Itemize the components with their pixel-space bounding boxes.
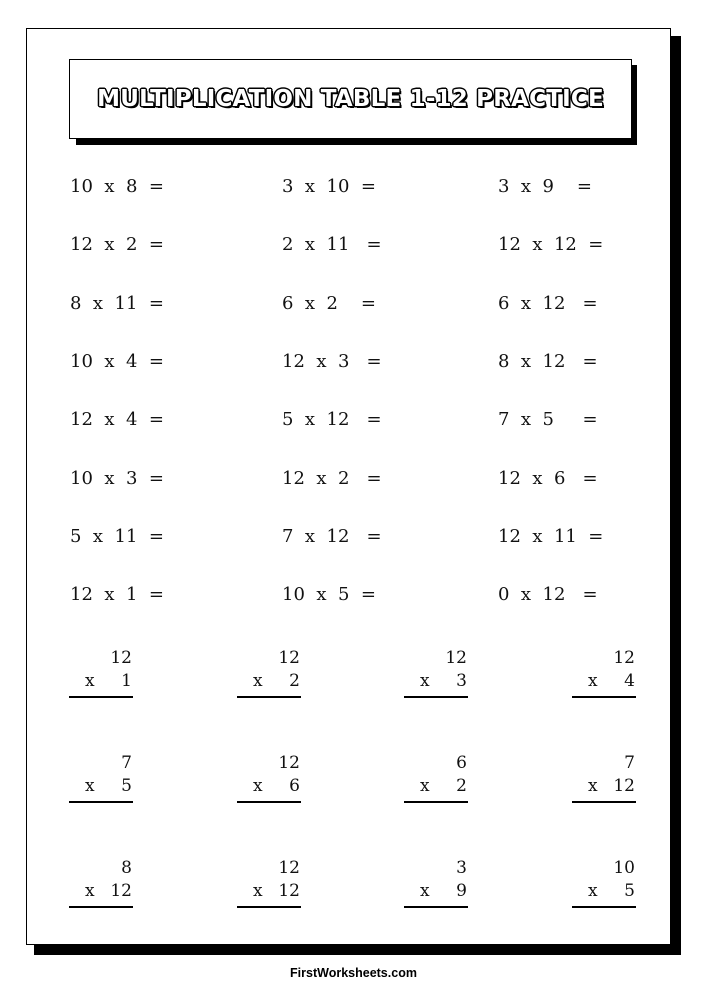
- vertical-problem: [237, 857, 301, 907]
- vertical-problem: [404, 857, 468, 907]
- times-sign: x: [588, 671, 598, 691]
- horizontal-problem: 12 x 4 =: [70, 409, 164, 430]
- multiplier: 2: [289, 671, 300, 691]
- vertical-problem: [237, 647, 301, 697]
- horizontal-problem: 12 x 11 =: [498, 526, 604, 547]
- multiplicand: 12: [278, 858, 300, 878]
- times-sign: x: [253, 671, 263, 691]
- multiplicand: 6: [456, 753, 467, 773]
- multiplier: 5: [121, 776, 132, 796]
- answer-line: [237, 801, 301, 803]
- horizontal-problem: 12 x 2 =: [70, 234, 164, 255]
- title-box: [69, 59, 632, 139]
- multiplicand: 7: [624, 753, 635, 773]
- horizontal-problem: 12 x 12 =: [498, 234, 604, 255]
- horizontal-problem: 3 x 10 =: [282, 176, 376, 197]
- footer-site-name: FirstWorksheets.com: [290, 966, 417, 980]
- answer-line: [404, 801, 468, 803]
- vertical-problem: [572, 857, 636, 907]
- vertical-problem: [404, 752, 468, 802]
- answer-line: [404, 696, 468, 698]
- times-sign: x: [85, 776, 95, 796]
- vertical-problem: [69, 857, 133, 907]
- multiplier: 1: [121, 671, 132, 691]
- horizontal-problem: 8 x 12 =: [498, 351, 598, 372]
- times-sign: x: [85, 671, 95, 691]
- horizontal-problem: 10 x 3 =: [70, 468, 164, 489]
- horizontal-problem: 12 x 2 =: [282, 468, 382, 489]
- multiplier: 12: [110, 881, 132, 901]
- multiplicand: 12: [278, 753, 300, 773]
- horizontal-problem: 10 x 5 =: [282, 584, 376, 605]
- multiplier: 12: [613, 776, 635, 796]
- horizontal-problem: 10 x 8 =: [70, 176, 164, 197]
- multiplier: 2: [456, 776, 467, 796]
- times-sign: x: [253, 881, 263, 901]
- horizontal-problem: 6 x 2 =: [282, 293, 376, 314]
- answer-line: [69, 801, 133, 803]
- times-sign: x: [420, 671, 430, 691]
- multiplicand: 8: [121, 858, 132, 878]
- answer-line: [572, 906, 636, 908]
- multiplier: 3: [456, 671, 467, 691]
- horizontal-problem: 6 x 12 =: [498, 293, 598, 314]
- horizontal-problem: 7 x 12 =: [282, 526, 382, 547]
- times-sign: x: [420, 881, 430, 901]
- horizontal-problem: 0 x 12 =: [498, 584, 598, 605]
- vertical-problem: [572, 752, 636, 802]
- multiplicand: 12: [613, 648, 635, 668]
- multiplicand: 12: [445, 648, 467, 668]
- answer-line: [69, 696, 133, 698]
- vertical-problem: [404, 647, 468, 697]
- horizontal-problem: 5 x 12 =: [282, 409, 382, 430]
- times-sign: x: [253, 776, 263, 796]
- times-sign: x: [420, 776, 430, 796]
- horizontal-problem: 12 x 1 =: [70, 584, 164, 605]
- multiplicand: 3: [456, 858, 467, 878]
- multiplier: 6: [289, 776, 300, 796]
- vertical-problem: [572, 647, 636, 697]
- horizontal-problem: 2 x 11 =: [282, 234, 382, 255]
- times-sign: x: [588, 776, 598, 796]
- horizontal-problem: 10 x 4 =: [70, 351, 164, 372]
- answer-line: [237, 696, 301, 698]
- multiplier: 4: [624, 671, 635, 691]
- horizontal-problem: 5 x 11 =: [70, 526, 164, 547]
- multiplicand: 12: [278, 648, 300, 668]
- page-title: MULTIPLICATION TABLE 1-12 PRACTICE: [97, 86, 604, 112]
- multiplier: 12: [278, 881, 300, 901]
- horizontal-problem: 12 x 6 =: [498, 468, 598, 489]
- horizontal-problem: 12 x 3 =: [282, 351, 382, 372]
- answer-line: [572, 696, 636, 698]
- multiplicand: 10: [613, 858, 635, 878]
- answer-line: [572, 801, 636, 803]
- vertical-problem: [69, 647, 133, 697]
- multiplier: 9: [456, 881, 467, 901]
- times-sign: x: [85, 881, 95, 901]
- answer-line: [404, 906, 468, 908]
- multiplicand: 12: [110, 648, 132, 668]
- horizontal-problem: 3 x 9 =: [498, 176, 592, 197]
- multiplier: 5: [624, 881, 635, 901]
- multiplicand: 7: [121, 753, 132, 773]
- answer-line: [69, 906, 133, 908]
- horizontal-problem: 7 x 5 =: [498, 409, 598, 430]
- answer-line: [237, 906, 301, 908]
- times-sign: x: [588, 881, 598, 901]
- vertical-problem: [69, 752, 133, 802]
- horizontal-problem: 8 x 11 =: [70, 293, 164, 314]
- vertical-problem: [237, 752, 301, 802]
